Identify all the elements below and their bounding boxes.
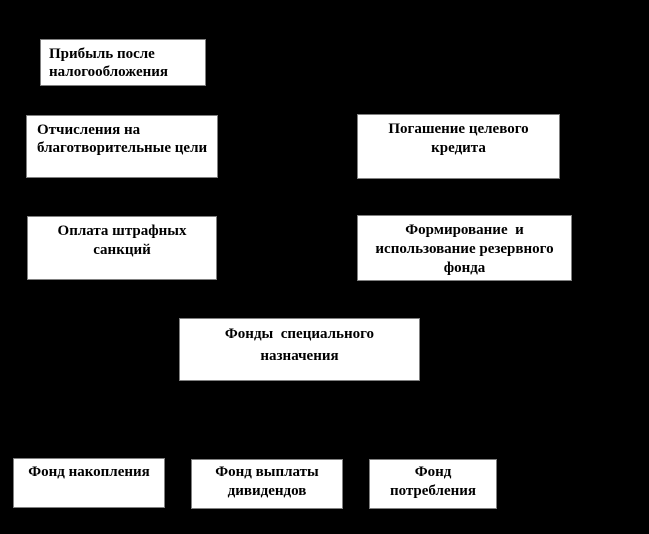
node-special-purpose-funds [179, 318, 420, 381]
node-label-line: Фонды специального [224, 326, 375, 342]
node-label-line: санкций [93, 242, 151, 258]
node-label-line: Фонд [414, 464, 452, 480]
node-dividend-payment-fund [191, 459, 343, 509]
node-label-line: благотворительные цели [37, 140, 208, 156]
node-label-line: Фонд накопления [28, 464, 150, 480]
node-label-line: дивидендов [227, 483, 307, 499]
node-reserve-fund [357, 215, 572, 281]
node-label-line: Погашение целевого [388, 121, 529, 137]
node-label-line: налогообложения [49, 64, 169, 80]
node-charity-deductions [26, 115, 218, 178]
node-label-line: Оплата штрафных [57, 223, 187, 239]
node-accumulation-fund [13, 458, 165, 508]
node-label-line: фонда [443, 260, 486, 276]
node-target-credit-repayment [357, 114, 560, 179]
node-label-line: назначения [260, 348, 339, 364]
node-label-line: Отчисления на [37, 122, 141, 138]
node-penalty-payments [27, 216, 217, 280]
node-label-line: использование резервного [375, 241, 554, 257]
node-label-line: кредита [431, 140, 486, 156]
node-consumption-fund [369, 459, 497, 509]
node-label-line: потребления [389, 483, 477, 499]
node-profit-after-tax [40, 39, 206, 86]
node-label-line: Фонд выплаты [215, 464, 319, 480]
node-label-line: Формирование и [405, 222, 524, 238]
node-label-line: Прибыль после [49, 46, 155, 62]
